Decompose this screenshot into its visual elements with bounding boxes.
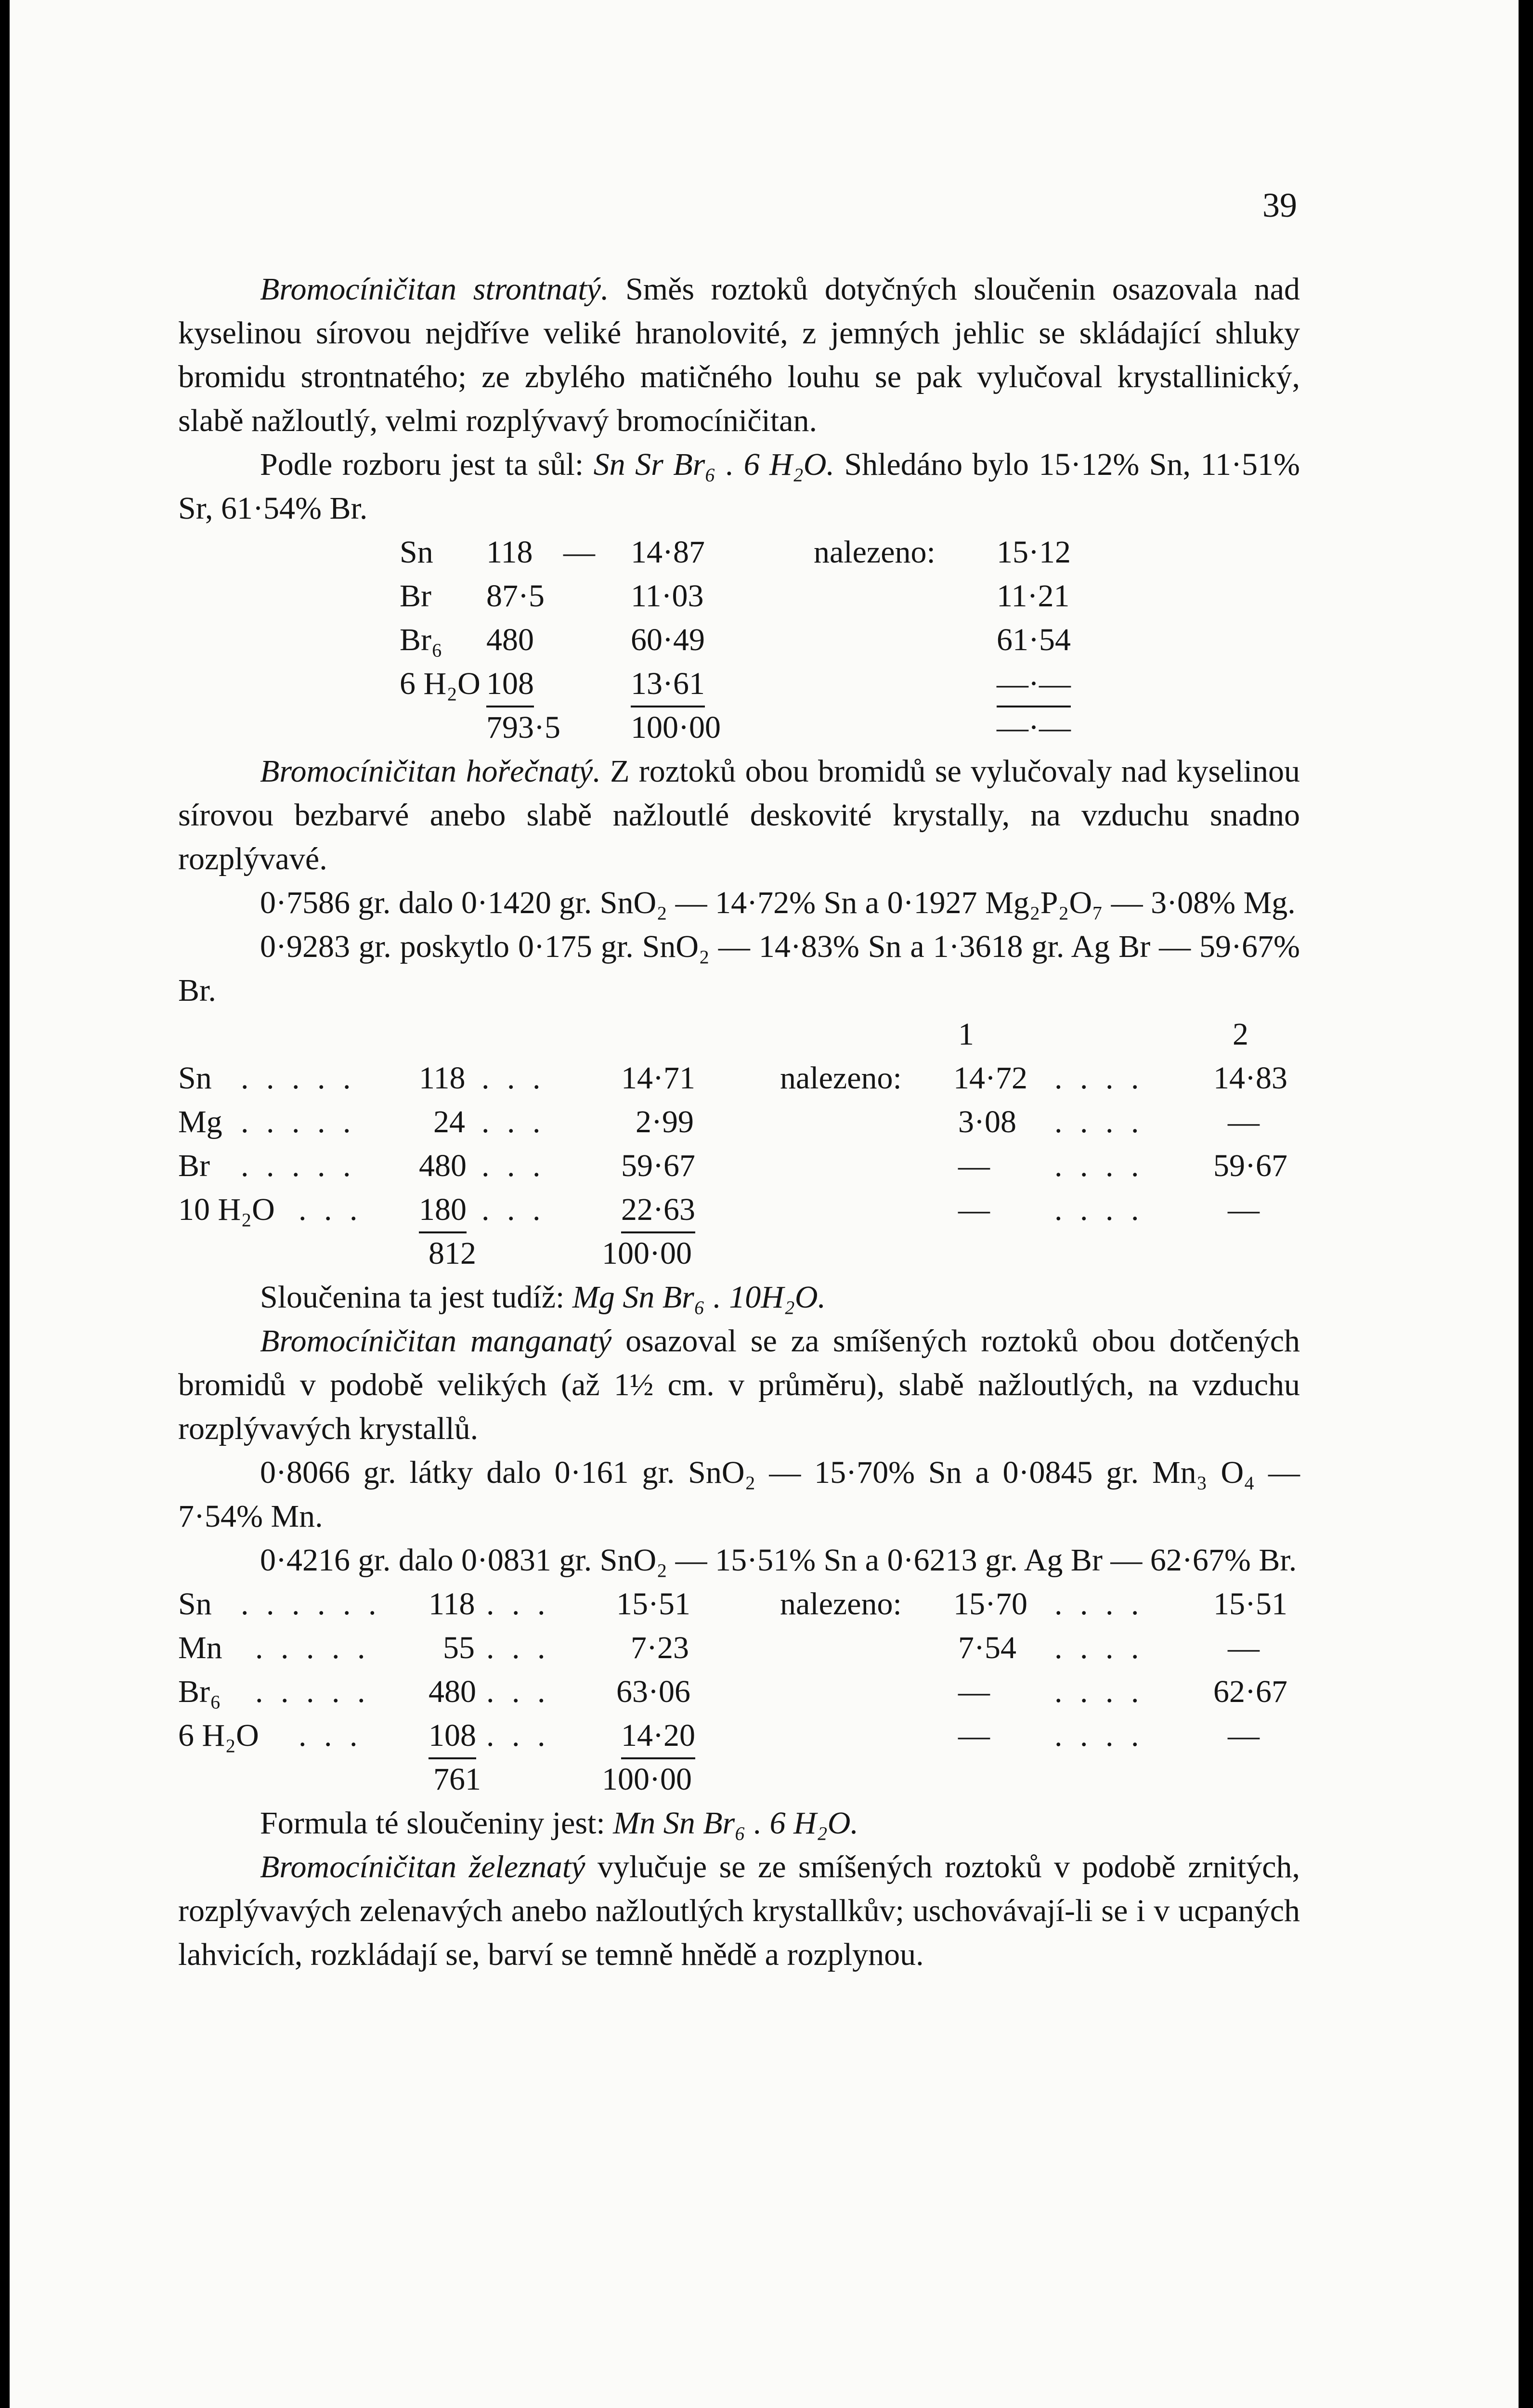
cell-found: 61·54 — [997, 622, 1071, 657]
total-found: —·— — [997, 710, 1071, 745]
analysis-line: 0·9283 gr. poskytlo 0·175 gr. SnO₂ — 14·83% Sn a 1·3618 gr. Ag Br — 59·67% Br. — [178, 929, 1300, 1008]
page — [10, 0, 1519, 2408]
table-total-row — [178, 1757, 1300, 1801]
total-mass: 793·5 — [486, 710, 560, 745]
cell-found: —·— — [997, 662, 1071, 707]
formula-magnesium: Mg Sn Br₆ . 10H₂O. — [572, 1280, 826, 1315]
cell-percent: 2·99 — [636, 1104, 694, 1139]
leader-dots: . . . — [481, 1148, 546, 1183]
column-header-1: 1 — [958, 1017, 974, 1052]
cell-percent: 14·71 — [621, 1060, 695, 1096]
cell-percent: 63·06 — [616, 1674, 690, 1709]
heading-strontium: Bromocíničitan strontnatý. — [260, 272, 609, 307]
table-row — [178, 1626, 1300, 1670]
leader-dots: . . . — [486, 1630, 550, 1665]
leader-dots: . . . . . — [255, 1674, 370, 1709]
leader-dots: . . . — [299, 1718, 363, 1753]
cell-mass: 118 — [486, 535, 533, 570]
cell-mass: 24 — [433, 1104, 465, 1139]
cell-percent: 14·20 — [621, 1714, 695, 1759]
cell-percent: 60·49 — [631, 622, 705, 657]
cell-element: Br — [400, 578, 431, 614]
table-strontium — [178, 530, 1300, 749]
total-percent: 100·00 — [631, 710, 721, 745]
cell-found-1: — — [958, 1674, 990, 1709]
cell-element: Mn — [178, 1630, 222, 1665]
table-row — [178, 1188, 1300, 1231]
cell-found-1: — — [958, 1148, 990, 1183]
heading-manganese: Bromocíničitan manganatý — [260, 1323, 612, 1359]
cell-element: 6 H₂O — [178, 1718, 259, 1753]
table-row — [178, 618, 1300, 662]
cell-element: Br₆ — [400, 622, 443, 657]
paragraph-iron — [178, 1845, 1300, 1976]
cell-element: Br — [178, 1148, 210, 1183]
text-strontium: Směs roztoků dotyčných sloučenin osazovala nad kyselinou sírovou nejdříve veliké hranolovité, z jemných jehlic se skládající shluky bromidu strontnatého; ze zbylého matičného louhu se pak vylučoval krystallinický, slabě nažloutlý, velmi rozplývavý bromocíničitan. — [178, 272, 1300, 438]
leader-dots: . . . . . — [255, 1630, 370, 1665]
text-column — [178, 267, 1300, 1976]
analysis-intro: Podle rozboru jest ta sůl: — [260, 447, 584, 482]
formula-manganese: Mn Sn Br₆ . 6 H₂O. — [613, 1806, 858, 1841]
cell-found-label: nalezeno: — [780, 1060, 902, 1096]
analysis-strontium — [178, 443, 1300, 530]
cell-percent: 14·87 — [631, 535, 705, 570]
total-mass: 812 — [429, 1236, 476, 1271]
cell-percent: 59·67 — [621, 1148, 695, 1183]
table-header-row — [178, 1012, 1300, 1056]
cell-percent: 13·61 — [631, 662, 705, 707]
heading-magnesium: Bromocíničitan hořečnatý. — [260, 754, 601, 789]
cell-percent: 7·23 — [631, 1630, 689, 1665]
cell-element: Sn — [178, 1060, 212, 1096]
cell-element: 6 H₂O — [400, 666, 481, 701]
cell-dash: — — [563, 535, 595, 570]
cell-mass: 118 — [419, 1060, 466, 1096]
table-row — [178, 530, 1300, 574]
leader-dots: . . . — [481, 1192, 546, 1227]
cell-found: 11·21 — [997, 578, 1070, 614]
leader-dots: . . . . — [1054, 1718, 1144, 1753]
text-magnesium: Z roztoků obou bromidů se vylučovaly nad kyselinou sírovou bezbarvé anebo slabě nažloutlé deskovité krystally, na vzduchu snadno rozplývavé. — [178, 754, 1300, 877]
conclusion-manganese — [178, 1801, 1300, 1845]
conclusion-magnesium — [178, 1275, 1300, 1319]
conclusion-text: Formula té sloučeniny jest: — [260, 1806, 605, 1841]
table-magnesium — [178, 1012, 1300, 1275]
table-row — [178, 1056, 1300, 1100]
analysis-line: 0·8066 gr. látky dalo 0·161 gr. SnO₂ — 15·70% Sn a 0·0845 gr. Mn₃ O₄ — 7·54% Mn. — [178, 1455, 1300, 1534]
cell-mass: 87·5 — [486, 578, 545, 614]
leader-dots: . . . . — [1054, 1148, 1144, 1183]
leader-dots: . . . . . — [241, 1060, 356, 1096]
formula-strontium: Sn Sr Br₆ . 6 H₂O. — [593, 447, 834, 482]
leader-dots: . . . . . . — [241, 1586, 381, 1622]
table-row — [178, 1100, 1300, 1144]
total-percent: 100·00 — [602, 1236, 692, 1271]
cell-percent: 15·51 — [616, 1586, 690, 1622]
cell-element: Sn — [178, 1586, 212, 1622]
cell-mass: 108 — [486, 662, 534, 707]
cell-found-1: — — [958, 1192, 990, 1227]
leader-dots: . . . . — [1054, 1674, 1144, 1709]
leader-dots: . . . — [486, 1718, 550, 1753]
table-total-row — [178, 1231, 1300, 1275]
cell-found-2: — — [1228, 1718, 1260, 1753]
heading-iron: Bromocíničitan železnatý — [260, 1849, 585, 1885]
cell-percent: 11·03 — [631, 578, 704, 614]
leader-dots: . . . . . — [241, 1148, 356, 1183]
page-number: 39 — [1262, 186, 1297, 224]
table-row — [178, 662, 1300, 706]
cell-found-1: 15·70 — [953, 1586, 1027, 1622]
leader-dots: . . . — [486, 1586, 550, 1622]
cell-found-label: nalezeno: — [814, 535, 935, 570]
total-percent: 100·00 — [602, 1762, 692, 1797]
leader-dots: . . . — [486, 1674, 550, 1709]
found-line-strontium: Shledáno bylo 15·12% Sn, 11·51% Sr, 61·54% Br. — [178, 447, 1300, 526]
cell-found-2: — — [1228, 1192, 1260, 1227]
table-row — [178, 1144, 1300, 1188]
total-mass: 761 — [433, 1762, 481, 1797]
cell-found-2: — — [1228, 1104, 1260, 1139]
column-header-2: 2 — [1233, 1017, 1248, 1052]
leader-dots: . . . — [481, 1104, 546, 1139]
cell-found-2: 14·83 — [1213, 1060, 1287, 1096]
cell-found-2: 59·67 — [1213, 1148, 1287, 1183]
leader-dots: . . . . — [1054, 1586, 1144, 1622]
table-row — [178, 1714, 1300, 1757]
cell-found-2: 62·67 — [1213, 1674, 1287, 1709]
leader-dots: . . . . — [1054, 1630, 1144, 1665]
cell-mass: 108 — [429, 1714, 476, 1759]
table-row — [178, 1670, 1300, 1714]
table-manganese — [178, 1582, 1300, 1801]
cell-mass: 118 — [429, 1586, 475, 1622]
leader-dots: . . . — [481, 1060, 546, 1096]
cell-found: 15·12 — [997, 535, 1071, 570]
cell-found-1: 14·72 — [953, 1060, 1027, 1096]
leader-dots: . . . . — [1054, 1192, 1144, 1227]
table-total-row — [178, 706, 1300, 749]
cell-found-1: 3·08 — [958, 1104, 1016, 1139]
cell-mass: 480 — [486, 622, 534, 657]
paragraph-magnesium — [178, 749, 1300, 881]
text-iron: vylučuje se ze smíšených roztoků v podobě zrnitých, rozplývavých zelenavých anebo nažloutlých krystallkův; uschovávají-li se i v ucpaných lahvicích, rozkládají se, barví se temně hnědě a rozplynou. — [178, 1849, 1300, 1972]
leader-dots: . . . . — [1054, 1104, 1144, 1139]
cell-found-2: — — [1228, 1630, 1260, 1665]
cell-element: 10 H₂O — [178, 1192, 275, 1227]
cell-found-label: nalezeno: — [780, 1586, 902, 1622]
cell-element: Sn — [400, 535, 433, 570]
cell-found-2: 15·51 — [1213, 1586, 1287, 1622]
analysis-line: 0·4216 gr. dalo 0·0831 gr. SnO₂ — 15·51% Sn a 0·6213 gr. Ag Br — 62·67% Br. — [260, 1543, 1297, 1578]
cell-mass: 480 — [429, 1674, 476, 1709]
table-row — [178, 574, 1300, 618]
paragraph-strontium — [178, 267, 1300, 443]
cell-mass: 480 — [419, 1148, 467, 1183]
conclusion-text: Sloučenina ta jest tudíž: — [260, 1280, 565, 1315]
text-manganese: osazoval se za smíšených roztoků obou dotčených bromidů v podobě velikých (až 1½ cm. v průměru), slabě nažloutlých, na vzduchu rozplývavých krystallů. — [178, 1323, 1300, 1446]
cell-found-1: 7·54 — [958, 1630, 1016, 1665]
cell-percent: 22·63 — [621, 1188, 695, 1233]
leader-dots: . . . . — [1054, 1060, 1144, 1096]
cell-found-1: — — [958, 1718, 990, 1753]
cell-mass: 55 — [443, 1630, 475, 1665]
leader-dots: . . . — [299, 1192, 363, 1227]
paragraph-manganese — [178, 1319, 1300, 1451]
cell-element: Br₆ — [178, 1674, 221, 1709]
table-row — [178, 1582, 1300, 1626]
leader-dots: . . . . . — [241, 1104, 356, 1139]
analysis-line: 0·7586 gr. dalo 0·1420 gr. SnO₂ — 14·72% Sn a 0·1927 Mg₂P₂O₇ — 3·08% Mg. — [260, 885, 1296, 920]
cell-mass: 180 — [419, 1188, 467, 1233]
cell-element: Mg — [178, 1104, 222, 1139]
